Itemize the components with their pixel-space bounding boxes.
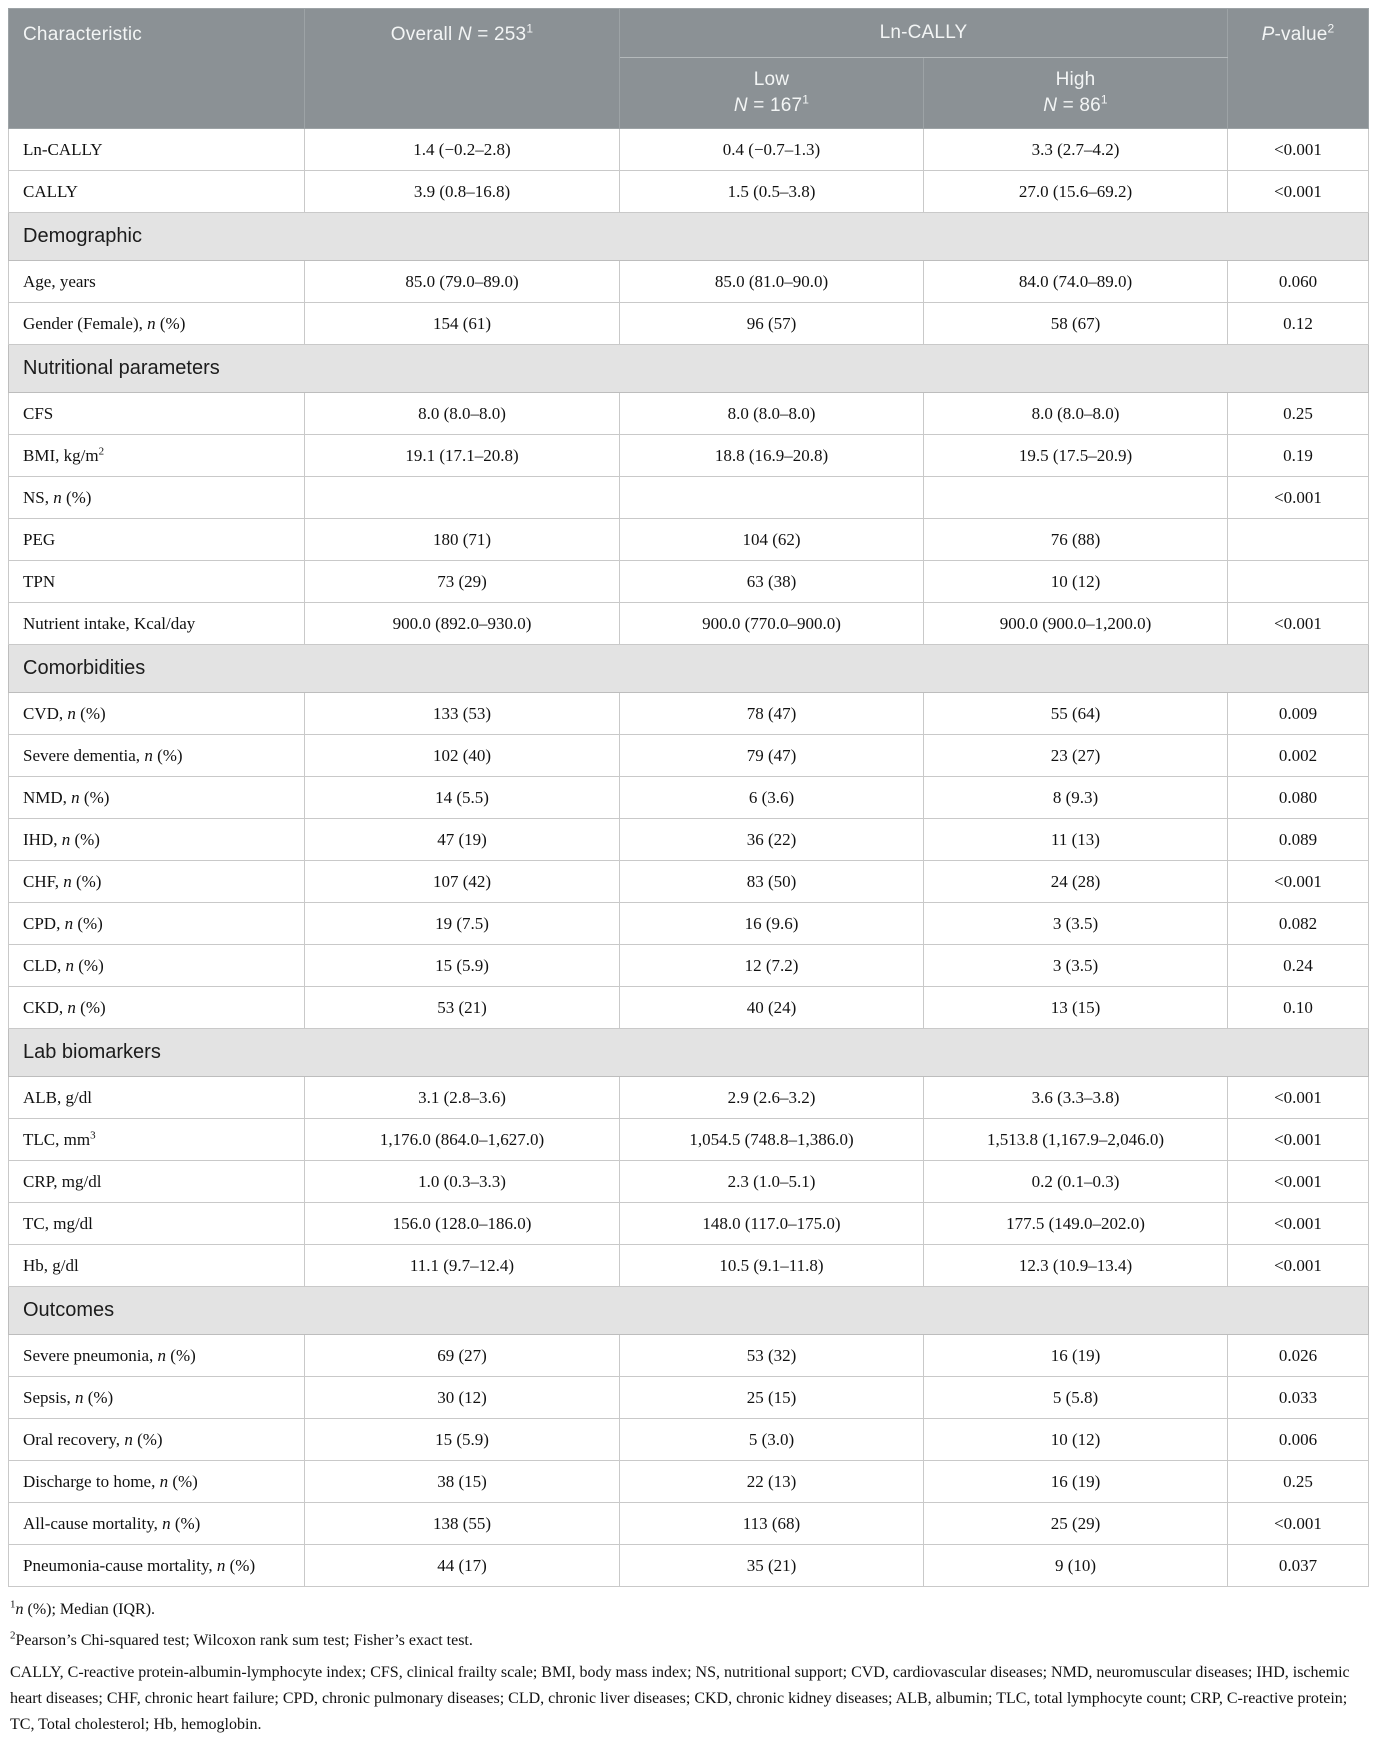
- row-label: [9, 435, 305, 477]
- low-value: 12 (7.2): [620, 945, 924, 987]
- row-label-pre: Oral recovery,: [23, 1429, 125, 1449]
- table-row: [9, 1503, 1369, 1545]
- row-label: [9, 1077, 305, 1119]
- overall-value: 133 (53): [305, 693, 620, 735]
- high-value: 16 (19): [924, 1461, 1228, 1503]
- header-overall-count: = 253: [471, 24, 527, 45]
- row-label: [9, 561, 305, 603]
- header-subgroup-high: [924, 58, 1228, 129]
- high-value: 8.0 (8.0–8.0): [924, 393, 1228, 435]
- overall-value: 102 (40): [305, 735, 620, 777]
- p-value: 0.009: [1228, 693, 1369, 735]
- p-value: <0.001: [1228, 1077, 1369, 1119]
- overall-value: 900.0 (892.0–930.0): [305, 603, 620, 645]
- row-label-pre: Nutrient intake, Kcal/day: [23, 613, 196, 633]
- row-label: [9, 945, 305, 987]
- row-label: [9, 777, 305, 819]
- row-label-it: n: [71, 787, 80, 807]
- high-value: 16 (19): [924, 1335, 1228, 1377]
- row-label: [9, 1419, 305, 1461]
- table-row: [9, 987, 1369, 1029]
- header-overall-prefix: Overall: [390, 24, 458, 45]
- row-label-sup: 2: [98, 444, 105, 457]
- high-value: 76 (88): [924, 519, 1228, 561]
- row-label-pre: All-cause mortality,: [23, 1513, 163, 1533]
- low-value: 22 (13): [620, 1461, 924, 1503]
- header-overall-footnote-marker: 1: [526, 21, 534, 36]
- row-label-pre: NS,: [23, 487, 54, 507]
- high-value: 10 (12): [924, 561, 1228, 603]
- p-value: <0.001: [1228, 171, 1369, 213]
- high-value: 55 (64): [924, 693, 1228, 735]
- row-label-pre: Discharge to home,: [23, 1471, 160, 1491]
- table-row: [9, 1077, 1369, 1119]
- high-value: 25 (29): [924, 1503, 1228, 1545]
- footnote-1-text: (%); Median (IQR).: [23, 1601, 156, 1618]
- high-value: 19.5 (17.5–20.9): [924, 435, 1228, 477]
- row-label-it: n: [67, 997, 76, 1017]
- high-value: 11 (13): [924, 819, 1228, 861]
- low-value: 35 (21): [620, 1545, 924, 1587]
- row-label: [9, 129, 305, 171]
- high-value: 3.3 (2.7–4.2): [924, 129, 1228, 171]
- high-value: 8 (9.3): [924, 777, 1228, 819]
- section-row: [9, 1029, 1369, 1077]
- table-row: [9, 1203, 1369, 1245]
- p-value: 0.089: [1228, 819, 1369, 861]
- row-label-post: (%): [75, 997, 106, 1017]
- row-label-post: (%): [83, 1387, 114, 1407]
- header-low-n: N: [733, 95, 748, 116]
- row-label: [9, 819, 305, 861]
- table-row: [9, 261, 1369, 303]
- overall-value: 19.1 (17.1–20.8): [305, 435, 620, 477]
- low-value: 1.5 (0.5–3.8): [620, 171, 924, 213]
- footnote-2-marker: 2: [10, 1629, 16, 1642]
- section-row: [9, 213, 1369, 261]
- row-label-pre: Sepsis,: [23, 1387, 75, 1407]
- table-row: [9, 435, 1369, 477]
- row-label: [9, 1119, 305, 1161]
- p-value: 0.026: [1228, 1335, 1369, 1377]
- row-label-pre: Pneumonia-cause mortality,: [23, 1555, 217, 1575]
- row-label: [9, 171, 305, 213]
- section-label: Nutritional parameters: [9, 345, 1369, 393]
- high-value: 12.3 (10.9–13.4): [924, 1245, 1228, 1287]
- row-label: [9, 393, 305, 435]
- p-value: 0.12: [1228, 303, 1369, 345]
- table-row: [9, 171, 1369, 213]
- section-row: [9, 1287, 1369, 1335]
- table-row: [9, 1377, 1369, 1419]
- header-low-label: Low: [753, 69, 790, 91]
- row-label: [9, 735, 305, 777]
- row-label-pre: NMD,: [23, 787, 72, 807]
- row-label-it: n: [65, 955, 74, 975]
- low-value: 83 (50): [620, 861, 924, 903]
- row-label: [9, 519, 305, 561]
- overall-value: 1.4 (−0.2–2.8): [305, 129, 620, 171]
- row-label: [9, 261, 305, 303]
- p-value: <0.001: [1228, 477, 1369, 519]
- high-value: 900.0 (900.0–1,200.0): [924, 603, 1228, 645]
- characteristics-table: [8, 8, 1369, 1587]
- section-label: Outcomes: [9, 1287, 1369, 1335]
- p-value: 0.082: [1228, 903, 1369, 945]
- high-value: 23 (27): [924, 735, 1228, 777]
- p-value: 0.10: [1228, 987, 1369, 1029]
- p-value: 0.19: [1228, 435, 1369, 477]
- row-label-post: (%): [170, 1513, 201, 1533]
- p-value: <0.001: [1228, 603, 1369, 645]
- low-value: 40 (24): [620, 987, 924, 1029]
- row-label-it: n: [147, 313, 156, 333]
- row-label: [9, 861, 305, 903]
- high-value: 3 (3.5): [924, 903, 1228, 945]
- row-label: [9, 1503, 305, 1545]
- low-value: 5 (3.0): [620, 1419, 924, 1461]
- high-value: 58 (67): [924, 303, 1228, 345]
- table-row: [9, 861, 1369, 903]
- row-label-post: (%): [70, 829, 100, 849]
- header-high-count: = 86: [1057, 95, 1101, 116]
- header-group-ln-cally: Ln-CALLY: [620, 9, 1228, 58]
- footnote-2: [10, 1630, 1366, 1652]
- high-value: 0.2 (0.1–0.3): [924, 1161, 1228, 1203]
- row-label-pre: CHF,: [23, 871, 64, 891]
- low-value: 900.0 (770.0–900.0): [620, 603, 924, 645]
- high-value: 5 (5.8): [924, 1377, 1228, 1419]
- row-label-post: (%): [73, 913, 103, 933]
- high-value: 1,513.8 (1,167.9–2,046.0): [924, 1119, 1228, 1161]
- low-value: 2.3 (1.0–5.1): [620, 1161, 924, 1203]
- row-label-pre: CVD,: [23, 703, 68, 723]
- row-label-pre: CALLY: [23, 181, 78, 201]
- high-value: 177.5 (149.0–202.0): [924, 1203, 1228, 1245]
- footnote-1-marker: 1: [10, 1598, 16, 1611]
- header-subgroup-low: [620, 58, 924, 129]
- row-label-it: n: [162, 1513, 171, 1533]
- p-value: 0.033: [1228, 1377, 1369, 1419]
- row-label-it: n: [53, 487, 62, 507]
- table-row: [9, 903, 1369, 945]
- p-value: <0.001: [1228, 861, 1369, 903]
- row-label: [9, 693, 305, 735]
- row-label-post: (%): [61, 487, 92, 507]
- p-value: 0.24: [1228, 945, 1369, 987]
- high-value: 13 (15): [924, 987, 1228, 1029]
- overall-value: 38 (15): [305, 1461, 620, 1503]
- row-label-pre: Severe dementia,: [23, 745, 145, 765]
- overall-value: 15 (5.9): [305, 1419, 620, 1461]
- row-label-post: (%): [152, 745, 183, 765]
- overall-value: 19 (7.5): [305, 903, 620, 945]
- row-label-pre: TPN: [23, 571, 56, 591]
- row-label: [9, 1161, 305, 1203]
- row-label-post: (%): [155, 313, 186, 333]
- header-p-footnote-marker: 2: [1327, 21, 1335, 36]
- low-value: 18.8 (16.9–20.8): [620, 435, 924, 477]
- section-label: Comorbidities: [9, 645, 1369, 693]
- row-label-pre: Gender (Female),: [23, 313, 148, 333]
- high-value: 10 (12): [924, 1419, 1228, 1461]
- row-label: [9, 903, 305, 945]
- table-row: [9, 1545, 1369, 1587]
- row-label-it: n: [74, 1387, 84, 1407]
- table-row: [9, 561, 1369, 603]
- table-row: [9, 819, 1369, 861]
- table-row: [9, 519, 1369, 561]
- row-label: [9, 603, 305, 645]
- p-value: 0.006: [1228, 1419, 1369, 1461]
- overall-value: 154 (61): [305, 303, 620, 345]
- header-p-value: [1228, 9, 1369, 129]
- row-label-pre: TLC, mm: [23, 1129, 91, 1149]
- overall-value: 3.9 (0.8–16.8): [305, 171, 620, 213]
- overall-value: 180 (71): [305, 519, 620, 561]
- high-value: 24 (28): [924, 861, 1228, 903]
- low-value: 85.0 (81.0–90.0): [620, 261, 924, 303]
- section-row: [9, 645, 1369, 693]
- row-label-pre: TC, mg/dl: [23, 1213, 93, 1233]
- table-row: [9, 477, 1369, 519]
- row-label-pre: Age, years: [23, 271, 96, 291]
- table-row: [9, 1161, 1369, 1203]
- row-label-pre: CPD,: [23, 913, 65, 933]
- overall-value: 1.0 (0.3–3.3): [305, 1161, 620, 1203]
- low-value: 104 (62): [620, 519, 924, 561]
- p-value: 0.080: [1228, 777, 1369, 819]
- row-label-it: n: [61, 829, 71, 849]
- p-value: <0.001: [1228, 1161, 1369, 1203]
- low-value: 1,054.5 (748.8–1,386.0): [620, 1119, 924, 1161]
- low-value: 16 (9.6): [620, 903, 924, 945]
- overall-value: 14 (5.5): [305, 777, 620, 819]
- overall-value: 30 (12): [305, 1377, 620, 1419]
- low-value: 96 (57): [620, 303, 924, 345]
- row-label: [9, 1203, 305, 1245]
- low-value: 79 (47): [620, 735, 924, 777]
- low-value: 25 (15): [620, 1377, 924, 1419]
- table-body: [9, 129, 1369, 1587]
- p-value: <0.001: [1228, 1203, 1369, 1245]
- table-row: [9, 1245, 1369, 1287]
- overall-value: 138 (55): [305, 1503, 620, 1545]
- row-label-post: (%): [71, 871, 102, 891]
- high-value: 9 (10): [924, 1545, 1228, 1587]
- p-value: [1228, 561, 1369, 603]
- p-value: <0.001: [1228, 129, 1369, 171]
- row-label-sup: 3: [90, 1128, 96, 1141]
- low-value: 2.9 (2.6–3.2): [620, 1077, 924, 1119]
- table-row: [9, 1335, 1369, 1377]
- overall-value: [305, 477, 620, 519]
- p-value: 0.25: [1228, 393, 1369, 435]
- low-value: 8.0 (8.0–8.0): [620, 393, 924, 435]
- row-label-it: n: [159, 1471, 169, 1491]
- overall-value: 53 (21): [305, 987, 620, 1029]
- row-label-post: (%): [166, 1345, 196, 1365]
- low-value: 36 (22): [620, 819, 924, 861]
- low-value: 78 (47): [620, 693, 924, 735]
- p-value: 0.060: [1228, 261, 1369, 303]
- table-row: [9, 129, 1369, 171]
- high-value: 27.0 (15.6–69.2): [924, 171, 1228, 213]
- header-characteristic: [9, 9, 305, 129]
- low-value: [620, 477, 924, 519]
- low-value: 63 (38): [620, 561, 924, 603]
- row-label-pre: PEG: [23, 529, 56, 549]
- row-label-it: n: [216, 1555, 226, 1575]
- table-row: [9, 1119, 1369, 1161]
- overall-value: 107 (42): [305, 861, 620, 903]
- row-label-it: n: [124, 1429, 133, 1449]
- row-label-post: (%): [74, 955, 104, 975]
- row-label-pre: CLD,: [23, 955, 66, 975]
- table-row: [9, 693, 1369, 735]
- header-high-count-line: [928, 93, 1223, 119]
- row-label-post: (%): [225, 1555, 256, 1575]
- high-value: 84.0 (74.0–89.0): [924, 261, 1228, 303]
- overall-value: 73 (29): [305, 561, 620, 603]
- overall-value: 3.1 (2.8–3.6): [305, 1077, 620, 1119]
- low-value: 0.4 (−0.7–1.3): [620, 129, 924, 171]
- header-p-suffix: -value: [1274, 24, 1328, 45]
- footnote-2-text: Pearson’s Chi-squared test; Wilcoxon rank sum test; Fisher’s exact test.: [15, 1631, 473, 1649]
- high-value: 3.6 (3.3–3.8): [924, 1077, 1228, 1119]
- header-row-1: [9, 9, 1369, 58]
- footnote-1: [10, 1599, 1366, 1621]
- footnote-1-n: n: [15, 1601, 24, 1618]
- row-label-pre: IHD,: [23, 829, 62, 849]
- p-value: <0.001: [1228, 1119, 1369, 1161]
- low-value: 53 (32): [620, 1335, 924, 1377]
- header-p-italic: P: [1261, 24, 1275, 45]
- row-label-it: n: [144, 745, 153, 765]
- section-label: Lab biomarkers: [9, 1029, 1369, 1077]
- row-label-it: n: [63, 871, 72, 891]
- row-label-it: n: [157, 1345, 167, 1365]
- p-value: 0.037: [1228, 1545, 1369, 1587]
- row-label: [9, 1545, 305, 1587]
- header-low-count-line: [624, 93, 919, 119]
- table-row: [9, 393, 1369, 435]
- low-value: 113 (68): [620, 1503, 924, 1545]
- row-label-pre: ALB, g/dl: [23, 1087, 92, 1107]
- row-label-post: (%): [132, 1429, 163, 1449]
- overall-value: 11.1 (9.7–12.4): [305, 1245, 620, 1287]
- row-label-post: (%): [75, 703, 106, 723]
- row-label: [9, 303, 305, 345]
- header-low-footnote-marker: 1: [802, 92, 810, 107]
- low-value: 148.0 (117.0–175.0): [620, 1203, 924, 1245]
- table-row: [9, 603, 1369, 645]
- footnote-abbreviations: CALLY, C-reactive protein-albumin-lymphocyte index; CFS, clinical frailty scale; BMI, body mass index; NS, nutritional support; CVD, cardiovascular diseases; NMD, neuromuscular diseases; IHD, ischemic heart diseases; CHF, chronic heart failure; CPD, chronic pulmonary diseases; CLD, chronic liver diseases; CKD, chronic kidney diseases; ALB, albumin; TLC, total lymphocyte count; CRP, C-reactive protein; TC, Total cholesterol; Hb, hemoglobin.: [10, 1664, 1350, 1733]
- footnotes: [8, 1587, 1368, 1748]
- row-label: [9, 987, 305, 1029]
- overall-value: 44 (17): [305, 1545, 620, 1587]
- row-label-pre: CFS: [23, 403, 54, 423]
- row-label: [9, 1245, 305, 1287]
- row-label: [9, 1335, 305, 1377]
- table-row: [9, 1419, 1369, 1461]
- header-high-label: High: [1055, 69, 1096, 91]
- overall-value: 47 (19): [305, 819, 620, 861]
- overall-value: 1,176.0 (864.0–1,627.0): [305, 1119, 620, 1161]
- overall-value: 8.0 (8.0–8.0): [305, 393, 620, 435]
- table-row: [9, 303, 1369, 345]
- table-row: [9, 735, 1369, 777]
- header-overall-n: N: [457, 24, 472, 45]
- row-label: [9, 1461, 305, 1503]
- row-label-post: (%): [168, 1471, 198, 1491]
- row-label: [9, 1377, 305, 1419]
- row-label-pre: Hb, g/dl: [23, 1255, 79, 1275]
- row-label-pre: CRP, mg/dl: [23, 1171, 102, 1191]
- row-label-pre: Severe pneumonia,: [23, 1345, 158, 1365]
- header-high-n: N: [1043, 95, 1058, 116]
- table-header: [9, 9, 1369, 129]
- low-value: 6 (3.6): [620, 777, 924, 819]
- overall-value: 15 (5.9): [305, 945, 620, 987]
- header-overall: [305, 9, 620, 129]
- row-label-it: n: [64, 913, 74, 933]
- p-value: [1228, 519, 1369, 561]
- row-label-pre: BMI, kg/m: [23, 445, 99, 465]
- overall-value: 156.0 (128.0–186.0): [305, 1203, 620, 1245]
- table-row: [9, 1461, 1369, 1503]
- overall-value: 69 (27): [305, 1335, 620, 1377]
- header-high-footnote-marker: 1: [1100, 92, 1108, 107]
- row-label-post: (%): [79, 787, 110, 807]
- section-row: [9, 345, 1369, 393]
- row-label-pre: CKD,: [23, 997, 68, 1017]
- low-value: 10.5 (9.1–11.8): [620, 1245, 924, 1287]
- table-row: [9, 945, 1369, 987]
- p-value: 0.25: [1228, 1461, 1369, 1503]
- section-label: Demographic: [9, 213, 1369, 261]
- table-row: [9, 777, 1369, 819]
- header-characteristic-label: Characteristic: [23, 24, 142, 45]
- row-label-pre: Ln-CALLY: [23, 139, 103, 159]
- high-value: 3 (3.5): [924, 945, 1228, 987]
- header-low-count: = 167: [747, 95, 803, 116]
- overall-value: 85.0 (79.0–89.0): [305, 261, 620, 303]
- p-value: 0.002: [1228, 735, 1369, 777]
- p-value: <0.001: [1228, 1503, 1369, 1545]
- p-value: <0.001: [1228, 1245, 1369, 1287]
- row-label: [9, 477, 305, 519]
- high-value: [924, 477, 1228, 519]
- row-label-it: n: [67, 703, 76, 723]
